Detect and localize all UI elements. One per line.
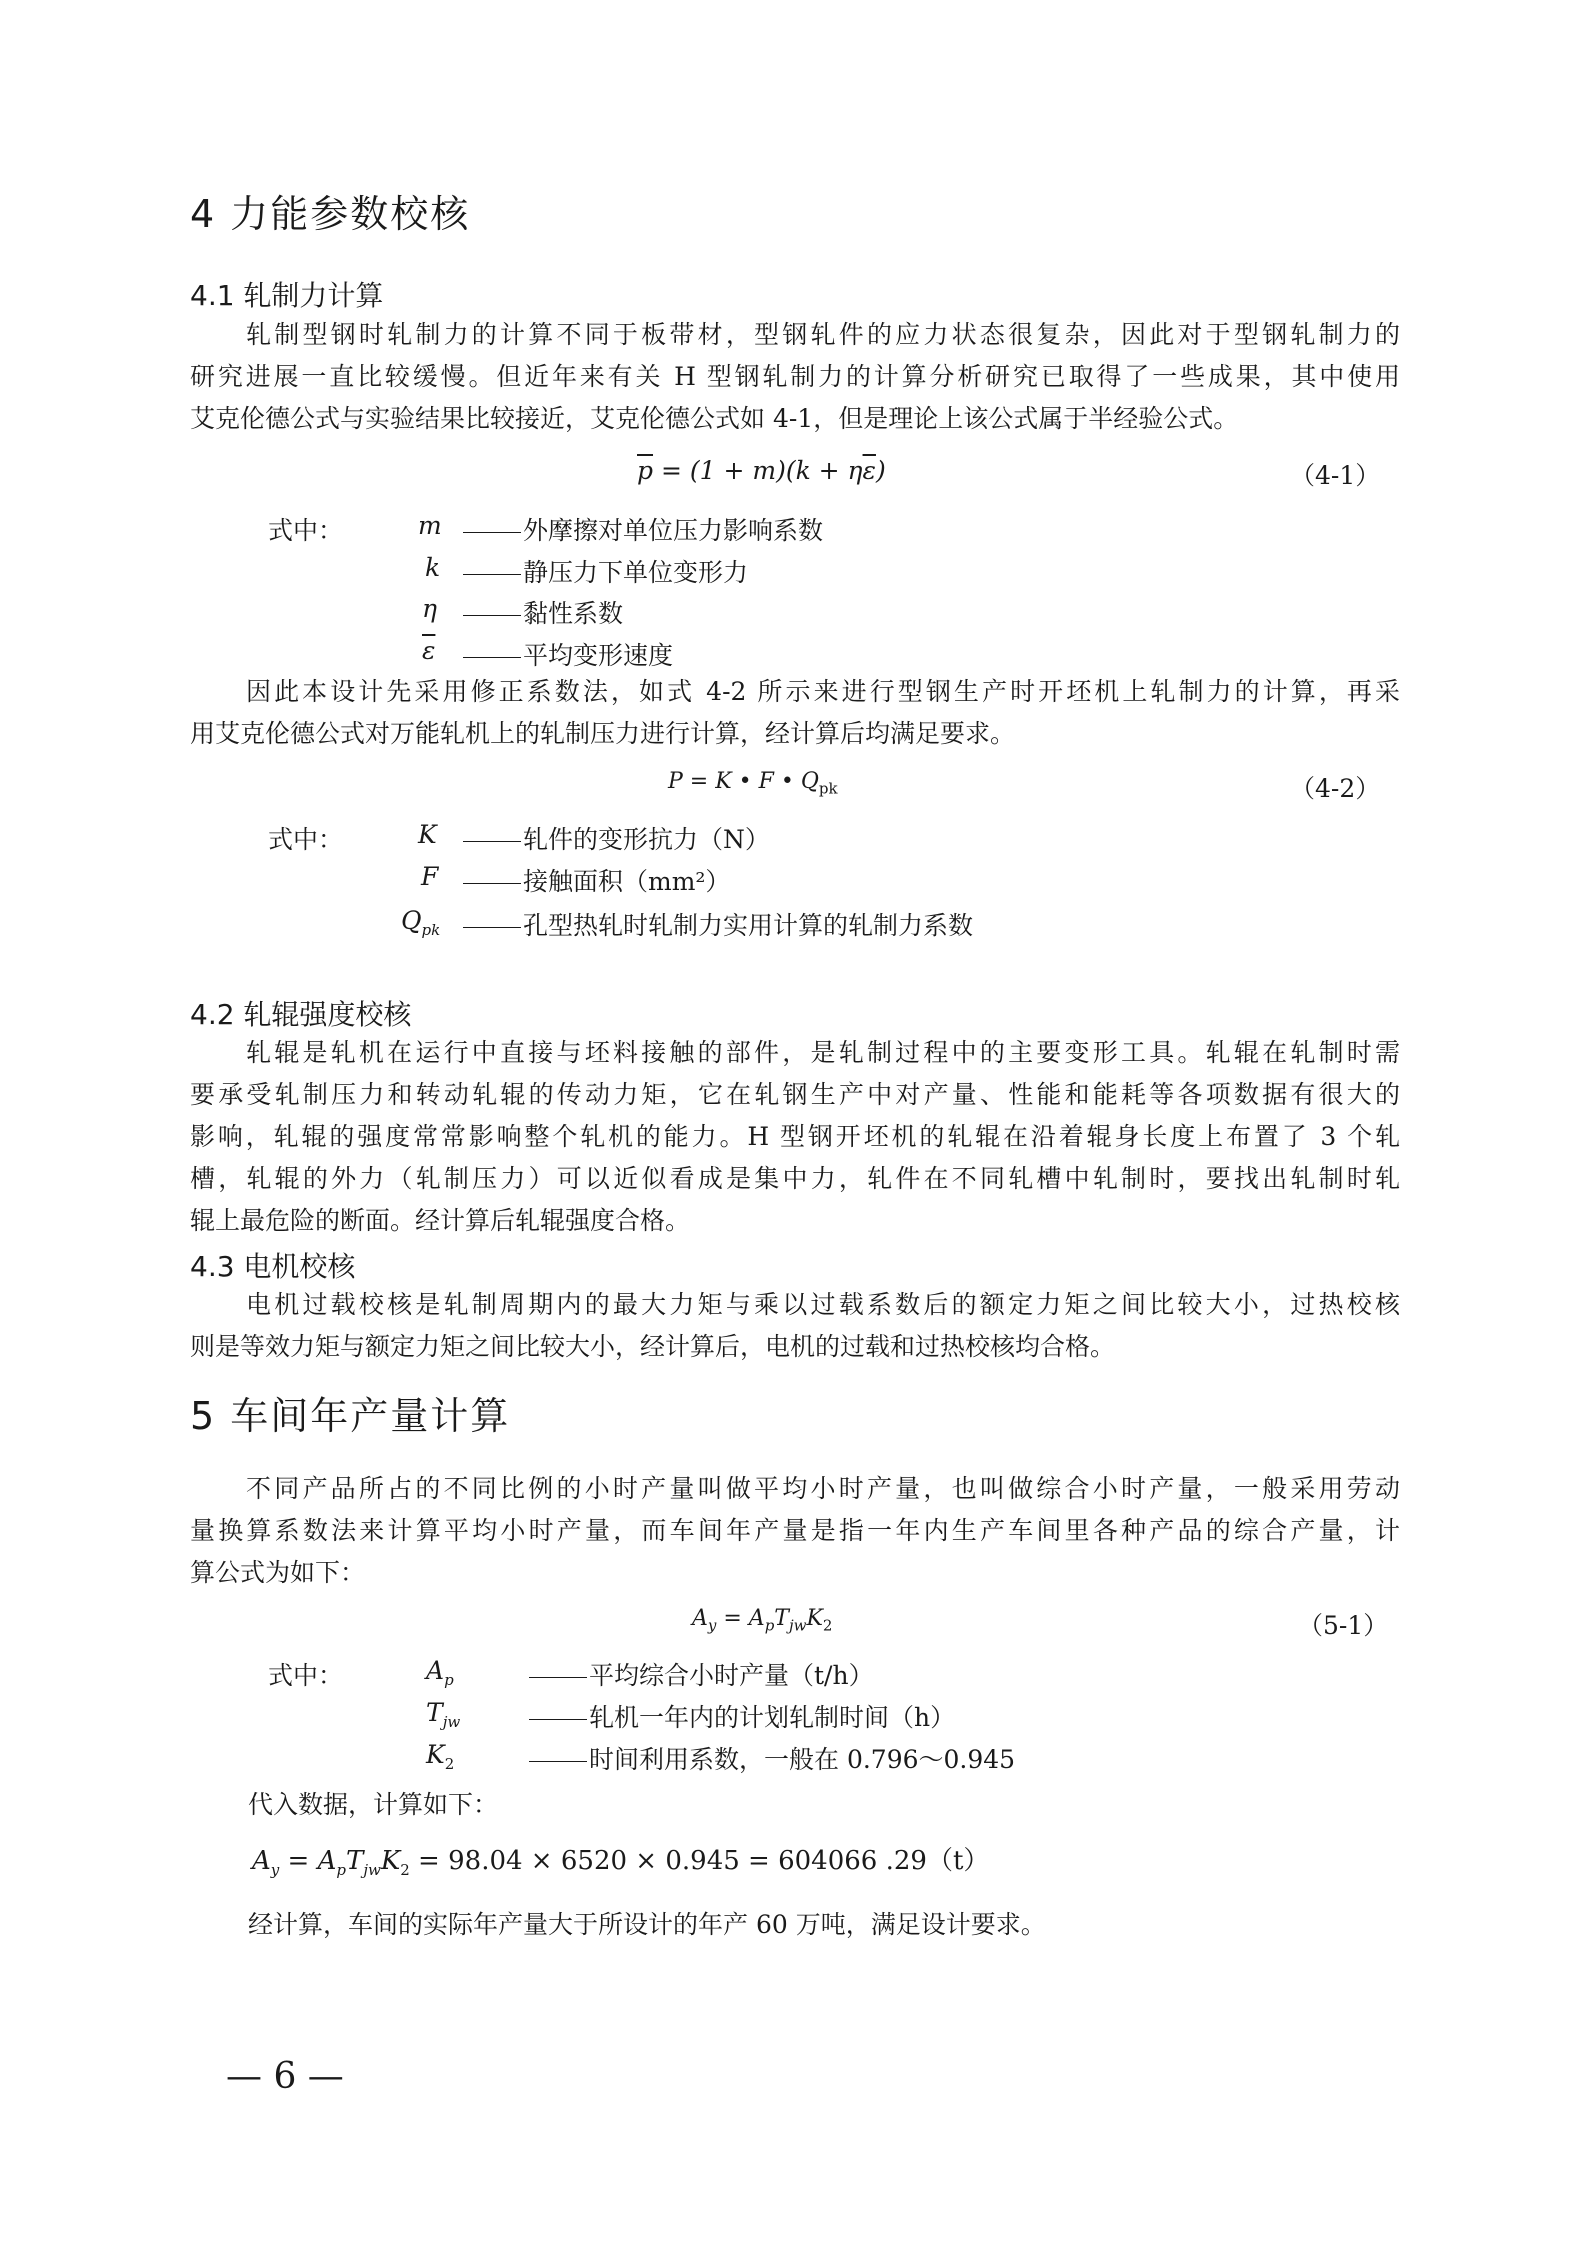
equation-4-2 bbox=[668, 769, 838, 797]
text-line: 则是等效力矩与额定力矩之间比较大小，经计算后，电机的过载和过热校核均合格。 bbox=[190, 1332, 1116, 1361]
calculation-line bbox=[252, 1840, 989, 1879]
var-K2-desc: 时间利用系数，一般在 0.796～0.945 bbox=[529, 1740, 1015, 1776]
text-line: 不同产品所占的不同比例的小时产量叫做平均小时产量，也叫做综合小时产量，一般采用劳动 bbox=[246, 1474, 1400, 1503]
calc-result: = 98.04 × 6520 × 0.945 = 604066 .29（t） bbox=[409, 1846, 990, 1876]
var-m-desc: 外摩擦对单位压力影响系数 bbox=[463, 511, 823, 547]
equation-number-5-1: （5-1） bbox=[1298, 1611, 1389, 1640]
dash bbox=[463, 574, 521, 575]
text-line: 轧制型钢时轧制力的计算不同于板带材，型钢轧件的应力状态很复杂，因此对于型钢轧制力的 bbox=[246, 320, 1400, 349]
var-eta-desc: 黏性系数 bbox=[463, 594, 623, 630]
equation-5-1: $A_y = A_pT_{jw}K_2$ bbox=[692, 1606, 833, 1635]
var-F: F bbox=[421, 862, 439, 891]
where-label: 式中： bbox=[268, 516, 344, 545]
calc-intro: 代入数据，计算如下： bbox=[248, 1790, 499, 1819]
text-line: 研究进展一直比较缓慢。但近年来有关 H 型钢轧制力的计算分析研究已取得了一些成果，其中使用 bbox=[190, 362, 1400, 391]
var-epsilon-desc: 平均变形速度 bbox=[463, 636, 673, 672]
text-line: 艾克伦德公式与实验结果比较接近，艾克伦德公式如 4-1，但是理论上该公式属于半经验公式。 bbox=[190, 404, 1239, 433]
dash bbox=[529, 1677, 587, 1678]
dash bbox=[529, 1761, 587, 1762]
equation-4-1 bbox=[637, 456, 886, 485]
var-F-desc: 接触面积（mm²） bbox=[463, 862, 730, 898]
var-K: K bbox=[418, 820, 437, 849]
var-m: m bbox=[418, 511, 442, 540]
dash bbox=[463, 615, 521, 616]
section-4-title: 4 力能参数校核 bbox=[190, 192, 471, 236]
text-line: 量换算系数法来计算平均小时产量，而车间年产量是指一年内生产车间里各种产品的综合产量，计 bbox=[190, 1516, 1400, 1545]
eq-symbol-p: $\overline{p}$ bbox=[637, 456, 654, 485]
var-K2: $K_2$ bbox=[426, 1740, 455, 1773]
text-line: 因此本设计先采用修正系数法，如式 4-2 所示来进行型钢生产时开坯机上轧制力的计算，再采 bbox=[246, 677, 1400, 706]
text-line: 电机过载校核是轧制周期内的最大力矩与乘以过载系数后的额定力矩之间比较大小，过热校核 bbox=[246, 1290, 1400, 1319]
section-4-2-title: 4.2 轧辊强度校核 bbox=[190, 998, 412, 1031]
eq-subscript: pk bbox=[818, 779, 838, 798]
section-5-title: 5 车间年产量计算 bbox=[190, 1394, 511, 1438]
var-Tjw: $T_{jw}$ bbox=[426, 1698, 461, 1731]
var-k: k bbox=[425, 553, 441, 582]
section-4-1-title: 4.1 轧制力计算 bbox=[190, 279, 384, 312]
dash bbox=[463, 883, 521, 884]
var-epsilon: $\overline{\varepsilon}$ bbox=[422, 636, 436, 665]
section-5-paragraph bbox=[190, 1468, 1400, 1594]
conclusion: 经计算，车间的实际年产量大于所设计的年产 60 万吨，满足设计要求。 bbox=[248, 1910, 1046, 1939]
var-eta: η bbox=[422, 594, 437, 623]
section-4-3-title: 4.3 电机校核 bbox=[190, 1250, 356, 1283]
dash bbox=[463, 657, 521, 658]
text-line: 算公式为如下： bbox=[190, 1558, 366, 1587]
section-4-1-paragraph bbox=[190, 314, 1400, 440]
eq-close: ) bbox=[875, 456, 886, 485]
equation-number-4-2: （4-2） bbox=[1290, 774, 1381, 803]
text-line: 轧辊是轧机在运行中直接与坯料接触的部件，是轧制过程中的主要变形工具。轧辊在轧制时需 bbox=[246, 1038, 1400, 1067]
var-k-desc: 静压力下单位变形力 bbox=[463, 553, 748, 589]
eq-body: P = K • F • Q bbox=[668, 769, 819, 794]
var-Qpk-desc: 孔型热轧时轧制力实用计算的轧制力系数 bbox=[463, 906, 973, 942]
var-Qpk: $Q_{pk}$ bbox=[401, 906, 441, 939]
dash bbox=[463, 927, 521, 928]
calc-lhs: $A_y = A_pT_{jw}K_2$ bbox=[252, 1846, 410, 1880]
text-line: 要承受轧制压力和转动轧辊的传动力矩，它在轧钢生产中对产量、性能和能耗等各项数据有很大的 bbox=[190, 1080, 1400, 1109]
text-line: 用艾克伦德公式对万能轧机上的轧制压力进行计算，经计算后均满足要求。 bbox=[190, 719, 1016, 748]
text-line: 影响，轧辊的强度常常影响整个轧机的能力。H 型钢开坯机的轧辊在沿着辊身长度上布置了 3 个轧 bbox=[190, 1122, 1400, 1151]
section-4-2-paragraph bbox=[190, 1032, 1400, 1242]
text-line: 辊上最危险的断面。经计算后轧辊强度合格。 bbox=[190, 1206, 691, 1235]
dash bbox=[463, 532, 521, 533]
var-Ap-desc: 平均综合小时产量（t/h） bbox=[529, 1656, 874, 1692]
dash bbox=[463, 841, 521, 842]
page-number: — 6 — bbox=[226, 2056, 344, 2097]
section-4-1-paragraph-2 bbox=[190, 671, 1400, 755]
section-4-3-paragraph bbox=[190, 1284, 1400, 1368]
where-label: 式中： bbox=[268, 1661, 344, 1690]
var-K-desc: 轧件的变形抗力（N） bbox=[463, 820, 770, 856]
dash bbox=[529, 1719, 587, 1720]
var-Ap: $A_p$ bbox=[426, 1656, 454, 1689]
equation-number-4-1: （4-1） bbox=[1290, 461, 1381, 490]
where-label: 式中： bbox=[268, 825, 344, 854]
var-Tjw-desc: 轧机一年内的计划轧制时间（h） bbox=[529, 1698, 955, 1734]
eq-symbol-epsilon: $\overline{\varepsilon}$ bbox=[862, 456, 876, 485]
text-line: 槽，轧辊的外力（轧制压力）可以近似看成是集中力，轧件在不同轧槽中轧制时，要找出轧制时轧 bbox=[190, 1164, 1400, 1193]
eq-body: = (1 + m)(k + η bbox=[653, 456, 863, 485]
